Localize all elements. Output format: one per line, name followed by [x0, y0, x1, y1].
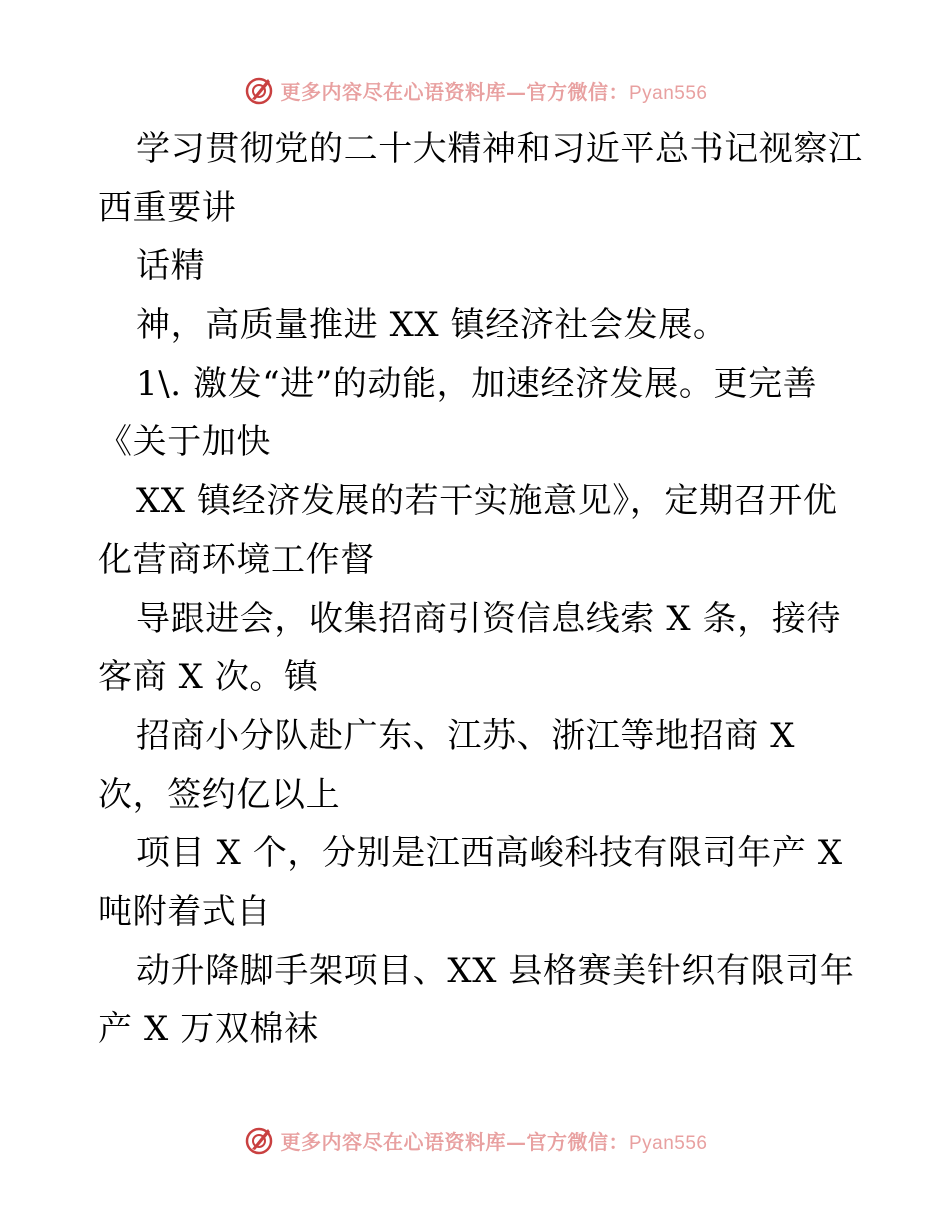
text-line: 学习贯彻党的二十大精神和习近平总书记视察江 [136, 129, 863, 169]
text-line: 招商小分队赴广东、江苏、浙江等地招商 X [136, 715, 796, 756]
text-line: 神，高质量推进 XX 镇经济社会发展。 [136, 305, 728, 346]
text-line: 次，签约亿以上 [98, 774, 341, 815]
text-line: 项目 X 个，分别是江西高峻科技有限司年产 X [136, 833, 843, 874]
text-line: XX 镇经济发展的若干实施意见》，定期召开优 [136, 481, 838, 522]
text-line: 产 X 万双棉袜 [98, 1009, 319, 1050]
text-line: 动升降脚手架项目、XX 县格赛美针织有限司年 [136, 950, 855, 991]
text-line: 话精 [136, 246, 206, 287]
text-line: 客商 X 次。镇 [98, 657, 319, 698]
quill-logo-icon [242, 73, 276, 107]
text-line: 导跟进会，收集招商引资信息线索 X 条，接待 [136, 598, 842, 639]
text-line: 1\. 激发“进”的动能，加速经济发展。更完善 [136, 363, 818, 404]
text-line: 化营商环境工作督 [98, 539, 375, 580]
document-body [98, 120, 888, 1059]
text-line: 西重要讲 [98, 187, 237, 228]
text-line: 吨附着式自 [98, 891, 271, 932]
header-watermark [0, 70, 950, 110]
quill-logo-icon [242, 1123, 276, 1157]
watermark-text: 更多内容尽在心语资料库—官方微信：Pyan556 [280, 79, 708, 104]
watermark-text: 更多内容尽在心语资料库—官方微信：Pyan556 [280, 1129, 708, 1154]
footer-watermark [0, 1120, 950, 1160]
text-line: 《关于加快 [98, 422, 271, 463]
